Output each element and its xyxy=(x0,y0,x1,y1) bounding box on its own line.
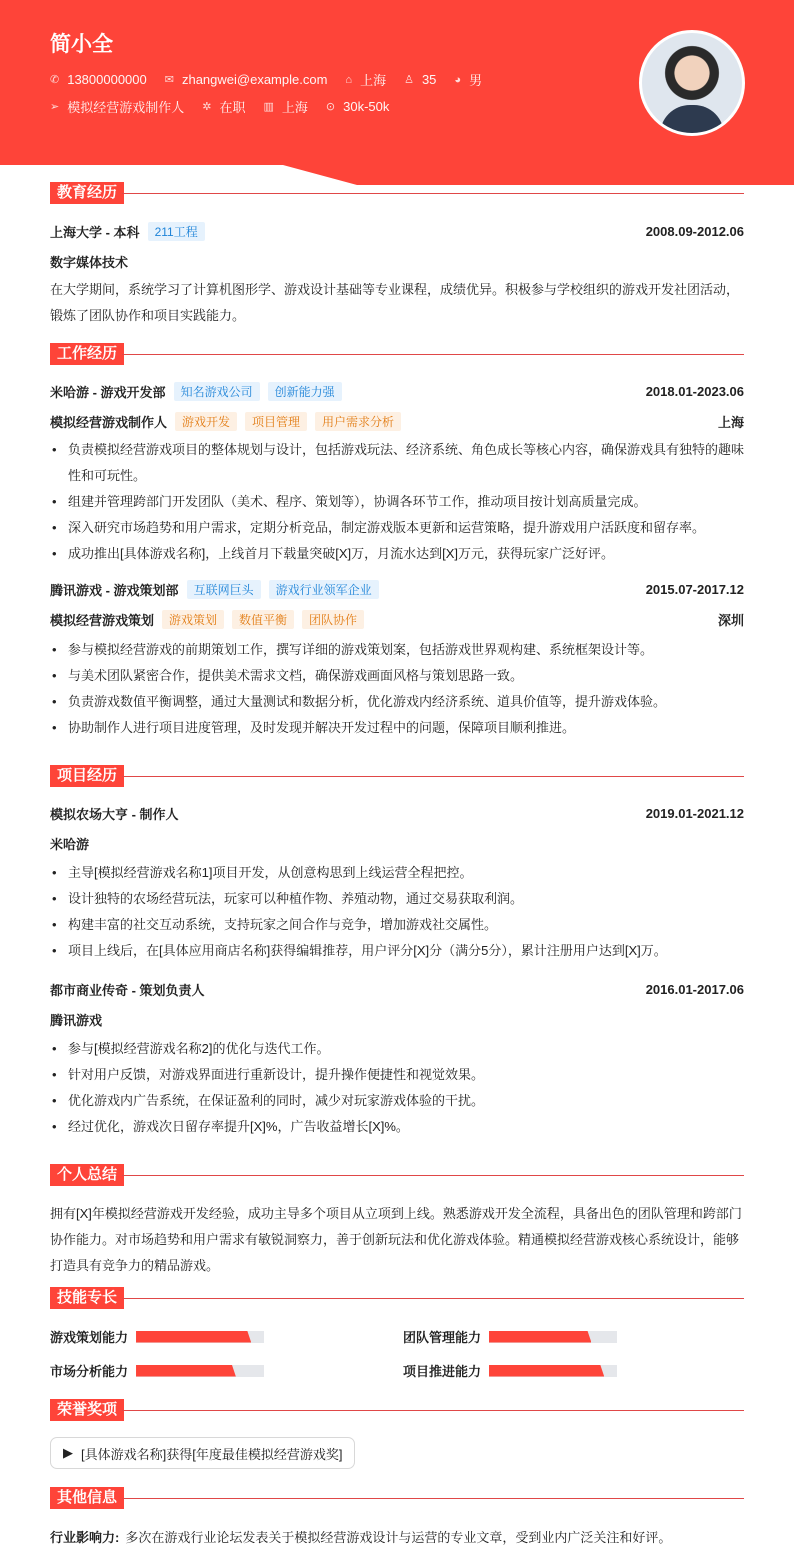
project-bullet: • 参与[模拟经营游戏名称2]的优化与迭代工作。 xyxy=(50,1036,744,1062)
project-header xyxy=(50,980,744,999)
work-role-row xyxy=(50,610,744,629)
work-bullet: • 深入研究市场趋势和用户需求，定期分析竞品，制定游戏版本更新和运营策略，提升游戏用户活跃度和留存率。 xyxy=(50,515,744,541)
skill-bar xyxy=(489,1365,617,1377)
role-tag: 用户需求分析 xyxy=(315,412,401,431)
other-label: 行业影响力: xyxy=(50,1530,120,1545)
work-bullet: • 组建并管理跨部门开发团队（美术、程序、策划等），协调各环节工作，推动项目按计划高质量完成。 xyxy=(50,489,744,515)
role: 模拟经营游戏制作人 xyxy=(50,415,168,430)
other-info xyxy=(50,1527,744,1546)
mail-icon: ✉ xyxy=(164,74,174,86)
work-date: 2015.07-2017.12 xyxy=(645,582,744,597)
skill-fill xyxy=(136,1331,251,1343)
avatar xyxy=(639,30,745,136)
section-title: 其他信息 xyxy=(50,1487,124,1509)
email: zhangwei@example.com xyxy=(181,72,328,87)
school-tag: 211工程 xyxy=(148,222,205,241)
project-bullet: • 设计独特的农场经营玩法，玩家可以种植作物、养殖动物，通过交易获取利润。 xyxy=(50,886,744,912)
work-city: 上海 xyxy=(281,100,308,115)
salary: 30k-50k xyxy=(343,99,390,114)
candidate-name: 简小全 xyxy=(50,33,113,56)
project-header xyxy=(50,804,744,823)
work-bullet: • 参与模拟经营游戏的前期策划工作，撰写详细的游戏策划案，包括游戏世界观构建、系统框架设计等。 xyxy=(50,637,744,663)
project-bullet: • 针对用户反馈，对游戏界面进行重新设计，提升操作便捷性和视觉效果。 xyxy=(50,1062,744,1088)
section-other xyxy=(50,1487,744,1509)
project-company: 腾讯游戏 xyxy=(50,1013,103,1028)
section-title: 项目经历 xyxy=(50,765,124,787)
skill-name: 项目推进能力 xyxy=(403,1364,482,1379)
work-company-row xyxy=(50,580,744,599)
skill-item xyxy=(403,1361,617,1380)
section-summary xyxy=(50,1164,744,1186)
age: 35 xyxy=(421,72,437,87)
work-bullet: • 成功推出[具体游戏名称]，上线首月下载量突破[X]万，月流水达到[X]万元，获得玩家广泛好评。 xyxy=(50,541,744,567)
work-city: 深圳 xyxy=(717,613,744,628)
work-date: 2018.01-2023.06 xyxy=(645,384,744,399)
section-skills xyxy=(50,1287,744,1309)
role: 模拟经营游戏策划 xyxy=(50,613,155,628)
skill-bar xyxy=(489,1331,617,1343)
role-tag: 游戏开发 xyxy=(175,412,237,431)
city: 上海 xyxy=(360,73,387,88)
project-bullet: • 项目上线后，在[具体应用商店名称]获得编辑推荐，用户评分[X]分（满分5分），累计注册用户达到[X]万。 xyxy=(50,938,744,964)
salary-icon: ⊙ xyxy=(325,101,336,113)
project-bullet: • 经过优化，游戏次日留存率提升[X]%，广告收益增长[X]%。 xyxy=(50,1114,744,1140)
caret-right-icon: ▶ xyxy=(63,1445,73,1460)
role-tag: 项目管理 xyxy=(245,412,307,431)
education-header xyxy=(50,222,744,241)
contact-row xyxy=(50,70,494,89)
company-tag: 互联网巨头 xyxy=(187,580,261,599)
phone: 13800000000 xyxy=(67,72,147,87)
skill-bar xyxy=(136,1365,264,1377)
section-awards xyxy=(50,1399,744,1421)
project-bullet: • 优化游戏内广告系统，在保证盈利的同时，减少对玩家游戏体验的干扰。 xyxy=(50,1088,744,1114)
role-tag: 游戏策划 xyxy=(162,610,224,629)
education-desc: 在大学期间，系统学习了计算机图形学、游戏设计基础等专业课程，成绩优异。积极参与学校组织的游戏开发社团活动，锻炼了团队协作和项目实践能力。 xyxy=(50,282,740,323)
skill-name: 游戏策划能力 xyxy=(50,1330,129,1345)
skill-fill xyxy=(489,1365,604,1377)
major: 数字媒体技术 xyxy=(50,255,129,270)
work-bullet: • 与美术团队紧密合作，提供美术需求文档，确保游戏画面风格与策划思路一致。 xyxy=(50,663,744,689)
role-tag: 团队协作 xyxy=(302,610,364,629)
company-tag: 知名游戏公司 xyxy=(174,382,260,401)
work-bullet: • 负责游戏数值平衡调整，通过大量测试和数据分析，优化游戏内经济系统、道具价值等，提升游戏体验。 xyxy=(50,689,744,715)
section-projects xyxy=(50,765,744,787)
status-icon: ✲ xyxy=(202,101,212,113)
skill-item xyxy=(403,1327,617,1346)
skill-item xyxy=(50,1327,264,1346)
project-bullet: • 构建丰富的社交互动系统，支持玩家之间合作与竞争，增加游戏社交属性。 xyxy=(50,912,744,938)
company: 腾讯游戏 - 游戏策划部 xyxy=(50,583,179,598)
section-title: 教育经历 xyxy=(50,182,124,204)
skill-bar xyxy=(136,1331,264,1343)
skill-name: 团队管理能力 xyxy=(403,1330,482,1345)
summary-text: 拥有[X]年模拟经营游戏开发经验，成功主导多个项目从立项到上线。熟悉游戏开发全流程，具备出色的团队管理和跨部门协作能力。对市场趋势和用户需求有敏锐洞察力，善于创新玩法和优化游戏体验。精通模拟经营游戏核心系统设计，能够打造具有竞争力的精品游戏。 xyxy=(50,1206,742,1273)
skill-item xyxy=(50,1361,264,1380)
gender-icon: ◕ xyxy=(454,73,462,86)
award-text: [具体游戏名称]获得[年度最佳模拟经营游戏奖] xyxy=(81,1446,343,1462)
section-education xyxy=(50,182,744,204)
project-company: 米哈游 xyxy=(50,837,90,852)
project-date: 2016.01-2017.06 xyxy=(645,982,744,997)
section-title: 技能专长 xyxy=(50,1287,124,1309)
other-text: 多次在游戏行业论坛发表关于模拟经营游戏设计与运营的专业文章，受到业内广泛关注和好评。 xyxy=(125,1530,672,1545)
company: 米哈游 - 游戏开发部 xyxy=(50,385,166,400)
project-date: 2019.01-2021.12 xyxy=(645,806,744,821)
section-title: 荣誉奖项 xyxy=(50,1399,124,1421)
home-icon: ⌂ xyxy=(345,73,353,86)
cake-icon: ♙ xyxy=(404,74,414,86)
job-intent-row xyxy=(50,97,401,116)
work-company-row xyxy=(50,382,744,401)
company-tag: 创新能力强 xyxy=(268,382,342,401)
building-icon: ▥ xyxy=(263,101,274,113)
award-item[interactable] xyxy=(50,1437,355,1469)
section-title: 工作经历 xyxy=(50,343,124,365)
send-icon: ➢ xyxy=(50,101,60,113)
school: 上海大学 - 本科 xyxy=(50,225,140,240)
phone-icon: ✆ xyxy=(50,74,60,86)
work-role-row xyxy=(50,412,744,431)
status: 在职 xyxy=(219,100,246,115)
work-bullet: • 负责模拟经营游戏项目的整体规划与设计，包括游戏玩法、经济系统、角色成长等核心内容，确保游戏具有独特的趣味性和可玩性。 xyxy=(50,437,744,489)
role-tag: 数值平衡 xyxy=(232,610,294,629)
project-bullet: • 主导[模拟经营游戏名称1]项目开发，从创意构思到上线运营全程把控。 xyxy=(50,860,744,886)
project-name: 模拟农场大亨 - 制作人 xyxy=(50,807,179,822)
gender: 男 xyxy=(469,73,483,88)
skill-name: 市场分析能力 xyxy=(50,1364,129,1379)
education-date: 2008.09-2012.06 xyxy=(645,224,744,239)
work-city: 上海 xyxy=(717,415,744,430)
work-bullet: • 协助制作人进行项目进度管理，及时发现并解决开发过程中的问题，保障项目顺利推进。 xyxy=(50,715,744,741)
position: 模拟经营游戏制作人 xyxy=(67,100,185,115)
skill-fill xyxy=(136,1365,236,1377)
section-work xyxy=(50,343,744,365)
skill-fill xyxy=(489,1331,591,1343)
project-name: 都市商业传奇 - 策划负责人 xyxy=(50,983,205,998)
section-title: 个人总结 xyxy=(50,1164,124,1186)
company-tag: 游戏行业领军企业 xyxy=(269,580,379,599)
